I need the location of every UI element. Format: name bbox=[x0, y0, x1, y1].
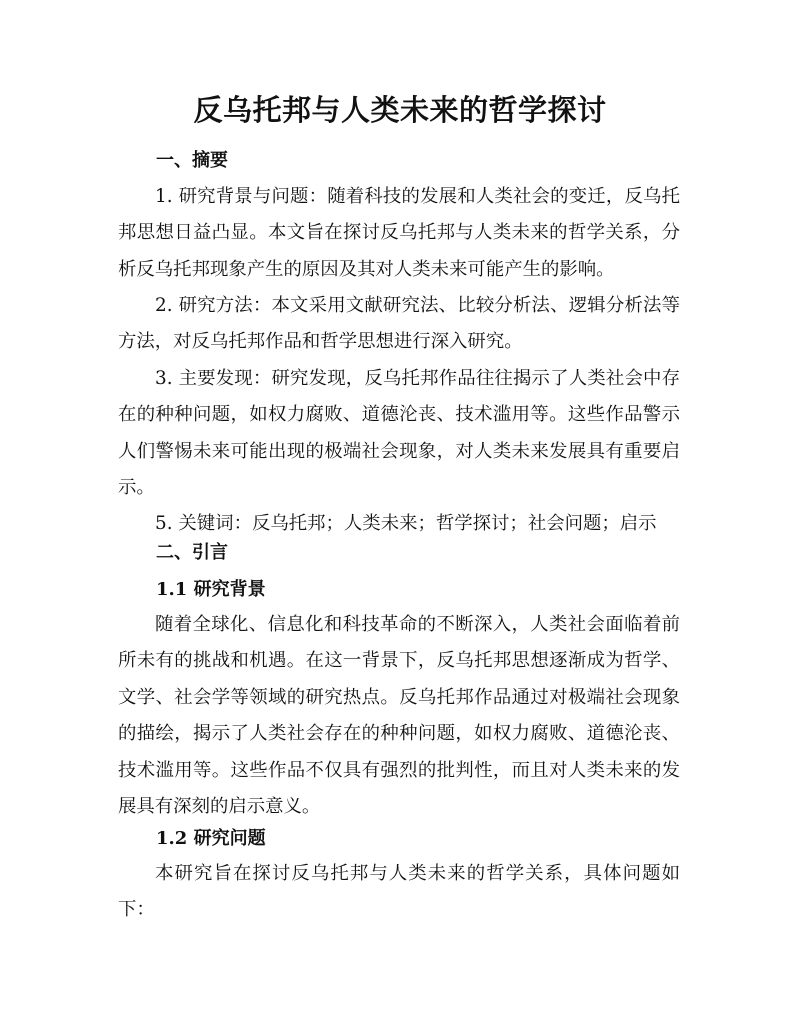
section-heading-introduction: 二、引言 bbox=[156, 542, 228, 563]
intro-paragraph-questions: 本研究旨在探讨反乌托邦与人类未来的哲学关系，具体问题如下： bbox=[118, 863, 680, 921]
document-title: 反乌托邦与人类未来的哲学探讨 bbox=[193, 93, 607, 127]
abstract-paragraph-method: 2. 研究方法：本文采用文献研究法、比较分析法、逻辑分析法等方法，对反乌托邦作品和哲学思想进行深入研究。 bbox=[118, 295, 680, 353]
abstract-paragraph-findings: 3. 主要发现：研究发现，反乌托邦作品往往揭示了人类社会中存在的种种问题，如权力腐败、道德沦丧、技术滥用等。这些作品警示人们警惕未来可能出现的极端社会现象，对人类未来发展具有重要启示。 bbox=[118, 368, 680, 499]
abstract-paragraph-background: 1. 研究背景与问题：随着科技的发展和人类社会的变迁，反乌托邦思想日益凸显。本文旨在探讨反乌托邦与人类未来的哲学关系，分析反乌托邦现象产生的原因及其对人类未来可能产生的影响。 bbox=[118, 186, 680, 280]
subsection-heading-questions: 1.2 研究问题 bbox=[156, 828, 266, 849]
section-heading-abstract: 一、摘要 bbox=[156, 150, 228, 171]
intro-paragraph-background: 随着全球化、信息化和科技革命的不断深入，人类社会面临着前所未有的挑战和机遇。在这一背景下，反乌托邦思想逐渐成为哲学、文学、社会学等领域的研究热点。反乌托邦作品通过对极端社会现象的描绘，揭示了人类社会存在的种种问题，如权力腐败、道德沦丧、技术滥用等。这些作品不仅具有强烈的批判性，而且对人类未来的发展具有深刻的启示意义。 bbox=[118, 614, 680, 818]
abstract-paragraph-keywords: 5. 关键词：反乌托邦；人类未来；哲学探讨；社会问题；启示 bbox=[155, 513, 657, 534]
subsection-heading-background: 1.1 研究背景 bbox=[156, 579, 266, 600]
